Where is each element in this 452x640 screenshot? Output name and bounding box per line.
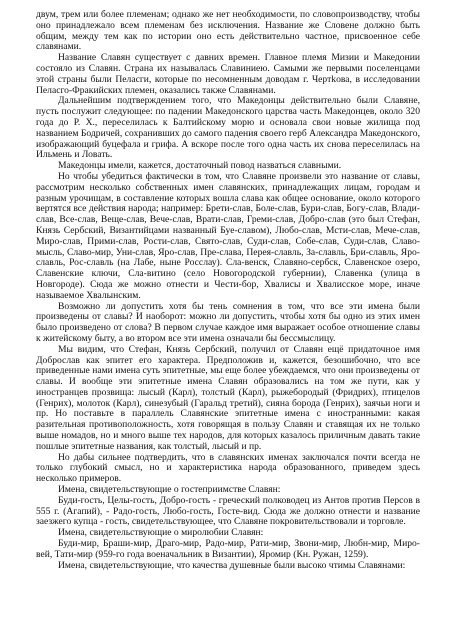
paragraph: Возможно ли допустить хотя бы тень сомнения в том, что все эти имена были произведены от славы? И наоборот: можно ли допустить, чтобы хотя бы одно из этих имен было произведено от слова? В первом случае каждое имя выражает особое отношение славы к житейскому быту, а во втором все эти имена означали бы бессмыслицу. [36,300,420,344]
paragraph: Дальнейшим подтверждением того, что Македонцы действительно были Славяне, пусть послужит следующее: по падении Македонского царства часть Македонцев, около 320 года до Р. X., переселилась к Балтийскому морю и основала свои новые жилища под названием Бодричей, сохранивших до самого падения своего герб Александра Македонского, изображающий буцефала и грифа. А вскоре после того одна часть их снова переселилась на Ильмень и Ловать. [36,95,420,161]
paragraph: Буди-мир, Браши-мир, Драго-мир, Радо-мир, Рати-мир, Звони-мир, Любн-мир, Миро-вей, Тати-мир (959-го года военачальник в Византии), Яромир (Кн. Ружан, 1259). [36,538,420,560]
paragraph: Но чтобы убедиться фактически в том, что Славяне произвели это название от славы, рассмотрим несколько собственных имен славянских, принадлежащих лицам, городам и разным урочищам, в составление которых вошла слава как общее основание, около которого вертятся все действия народа; например: Брети-слав, Боле-слав, Бури-слав, Богу-слав, Влади-слав, Все-слав, Веще-слав, Вече-слав, Врати-слав, Греми-слав, Добро-слав (это был Стефан, Князь Сербский, Византийцами названный Буе-славом), Любо-слав, Мсти-слав, Мече-слав, Миро-слав, Прими-слав, Рости-слав, Свято-слав, Суди-слав, Собе-слав, Суди-слав, Славо-мысль, Славо-мир, Уни-слав, Яро-слав, Пре-слава, Перея-славль, За-славль, Бри-славль, Яро-славль, Рос-славль (на Лабе, ныне Росслау). Сла-венск, Славяно-сербск, Славенское озеро, Славенские ключи, Сла-витино (село Новогородской губернии), Славенка (улица в Новгороде). Сюда же можно отнести и Чести-бор, Хвалисы и Хвалисское море, иначе называемое Хвалынским. [36,170,420,301]
paragraph: Имена, свидетельствующие о гостеприимстве Славян: [58,484,281,496]
paragraph: двум, трем или более племенам; однако же нет необходимости, по словопроизводству, чтобы оно принадлежало всем племенам без исключения. Название же Словене должно быть общим, между тем как по истории оно есть действительно частное, присвоенное себе славянами. [36,9,420,53]
paragraph: Буди-гость, Целы-гость, Добро-гость - греческий полководец из Антов против Персов в 555 г. (Агапий), - Радо-гость, Любо-гость, Госте-вид. Сюда же должно отнести и название заезжего купца - гость, свидетельствующее, что Славяне покровительствовали и торговле. [36,494,420,528]
paragraph: Македонцы имели, кажется, достаточный повод назваться славными. [58,160,342,172]
paragraph: Название Славян существует с давних времен. Главное племя Мизии и Македонии состояло из Славян. Страна их называлась Славиниею. Самыми же первыми поселенцами этой страны были Пеласги, которые по несомненным доводам г. Чертkова, в исследовании Пеласго-Фракийских племен, оказались также Славянами. [36,52,420,96]
paragraph: Имена, свидетельствующие о миролюбии Славян: [58,527,264,539]
paragraph: Но дабы сильнее подтвердить, что в славянских именах заключался почти всегда не только глубокий смысл, но и характеристика народа образованного, приведем здесь несколько примеров. [36,451,420,485]
paragraph: Мы видим, что Стефан, Князь Сербский, получил от Славян ещё придаточное имя Доброслав как эпитет его характера. Предположив и, кажется, безошибочно, что все приведенные нами имена суть эпитетные, мы еще более убеждаемся, что они произведены от славы. И вообще эти эпитетные имена Славян образовались на том же пути, как у иностранцев прозвища: лысый (Карл), толстый (Карл), рыжебородый (Фридрих), птицелов (Генрих), молоток (Карл), синезубый (Гаральд третий), сияна борода (Генрих), заячьи ноги и пр. Но поставьте в параллель Славянские эпитетные имена с иностранными: какая разительная противоположность, хотя говорящая в пользу Славян и ставящая их не только выше номадов, но и много выше тех народов, для которых казалось приличным давать такие пошлые эпитетные названия, как толстый, лысый и пр. [36,343,420,452]
paragraph: Имена, свидетельствующие, что качества душевные были высоко чтимы Славянами: [58,559,406,571]
document-page [36,10,420,571]
